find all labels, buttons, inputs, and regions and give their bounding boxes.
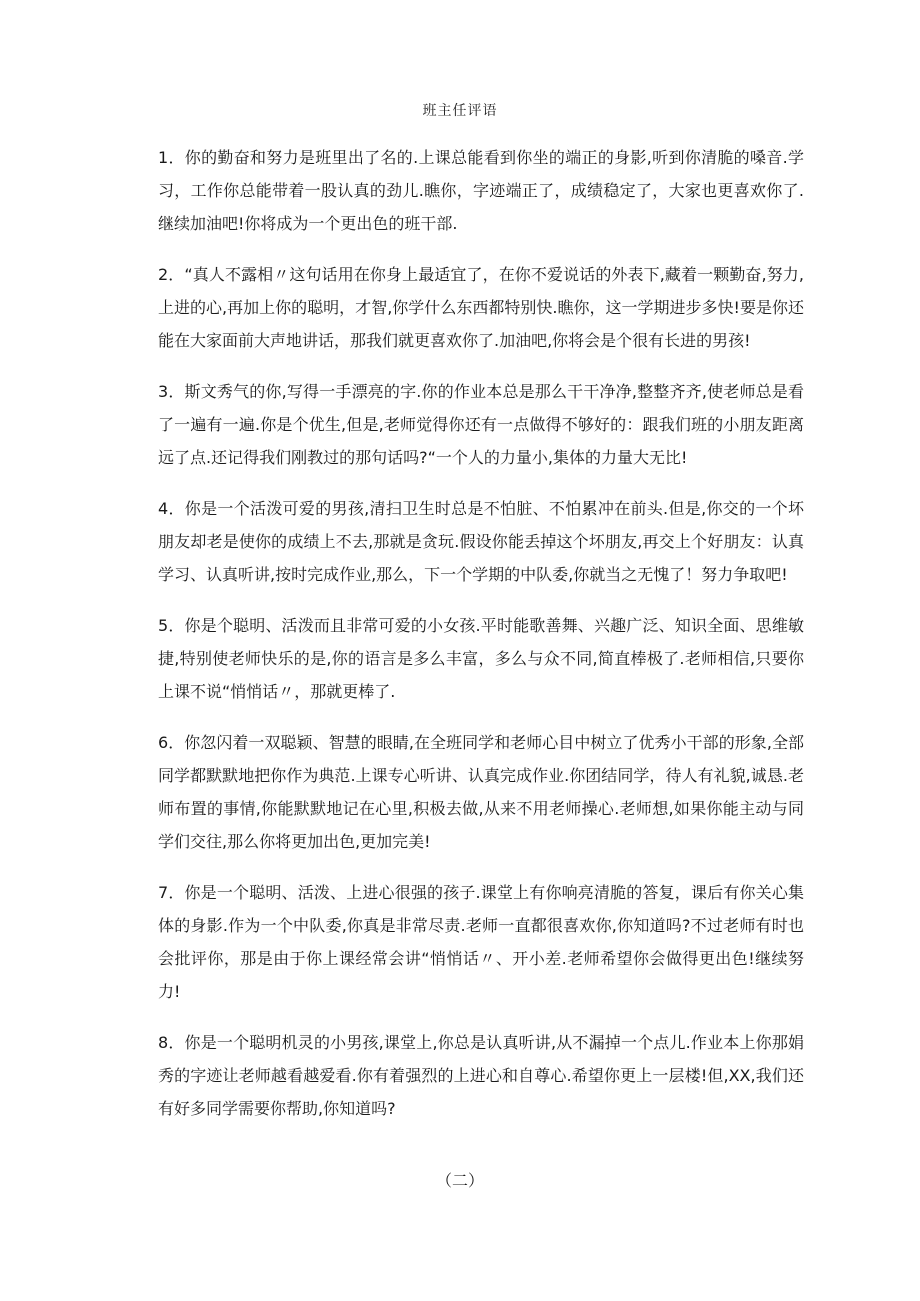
comment-paragraph-3: 3．斯文秀气的你,写得一手漂亮的字.你的作业本总是那么干干净净,整整齐齐,使老师总是看了一遍有一遍.你是个优生,但是,老师觉得你还有一点做得不够好的：跟我们班的小朋友距离远了点.还记得我们刚教过的那句话吗?“一个人的力量小,集体的力量大无比! bbox=[158, 382, 804, 467]
section-marker: （二） bbox=[435, 1171, 484, 1190]
comment-paragraph-4: 4．你是一个活泼可爱的男孩,清扫卫生时总是不怕脏、不怕累冲在前头.但是,你交的一个坏朋友却老是使你的成绩上不去,那就是贪玩.假设你能丢掉这个坏朋友,再交上个好朋友：认真学习、认真听讲,按时完成作业,那么，下一个学期的中队委,你就当之无愧了！努力争取吧! bbox=[158, 499, 804, 584]
comment-paragraph-8: 8．你是一个聪明机灵的小男孩,课堂上,你总是认真听讲,从不漏掉一个点儿.作业本上你那娟秀的字迹让老师越看越爱看.你有着强烈的上进心和自尊心.希望你更上一层楼!但,XX,我们还有好多同学需要你帮助,你知道吗? bbox=[158, 1033, 804, 1118]
comment-paragraph-7: 7．你是一个聪明、活泼、上进心很强的孩子.课堂上有你响亮清脆的答复，课后有你关心集体的身影.作为一个中队委,你真是非常尽责.老师一直都很喜欢你,你知道吗?不过老师有时也会批评你，那是由于你上课经常会讲“悄悄话〃、开小差.老师希望你会做得更出色!继续努力! bbox=[158, 883, 804, 1001]
document-title: 班主任评语 bbox=[422, 103, 498, 119]
comment-paragraph-2: 2．“真人不露相〃这句话用在你身上最适宜了，在你不爱说话的外表下,藏着一颗勤奋,努力,上进的心,再加上你的聪明，才智,你学什么东西都特别快.瞧你，这一学期进步多快!要是你还能在大家面前大声地讲话，那我们就更喜欢你了.加油吧,你将会是个很有长进的男孩! bbox=[158, 265, 804, 350]
comment-paragraph-1: 1．你的勤奋和努力是班里出了名的.上课总能看到你坐的端正的身影,听到你清脆的嗓音.学习，工作你总能带着一股认真的劲儿.瞧你，字迹端正了，成绩稳定了，大家也更喜欢你了.继续加油吧!你将成为一个更出色的班干部. bbox=[158, 148, 804, 233]
comment-paragraph-5: 5．你是个聪明、活泼而且非常可爱的小女孩.平时能歌善舞、兴趣广泛、知识全面、思维敏捷,特别使老师快乐的是,你的语言是多么丰富，多么与众不同,简直棒极了.老师相信,只要你上课不说“悄悄话〃，那就更棒了. bbox=[158, 616, 804, 701]
document-body bbox=[158, 141, 804, 1143]
comment-paragraph-6: 6．你忽闪着一双聪颖、智慧的眼睛,在全班同学和老师心目中树立了优秀小干部的形象,全部同学都默默地把你作为典范.上课专心听讲、认真完成作业.你团结同学，待人有礼貌,诚恳.老师布置的事情,你能默默地记在心里,积极去做,从来不用老师操心.老师想,如果你能主动与同学们交往,那么你将更加出色,更加完美! bbox=[158, 733, 804, 851]
